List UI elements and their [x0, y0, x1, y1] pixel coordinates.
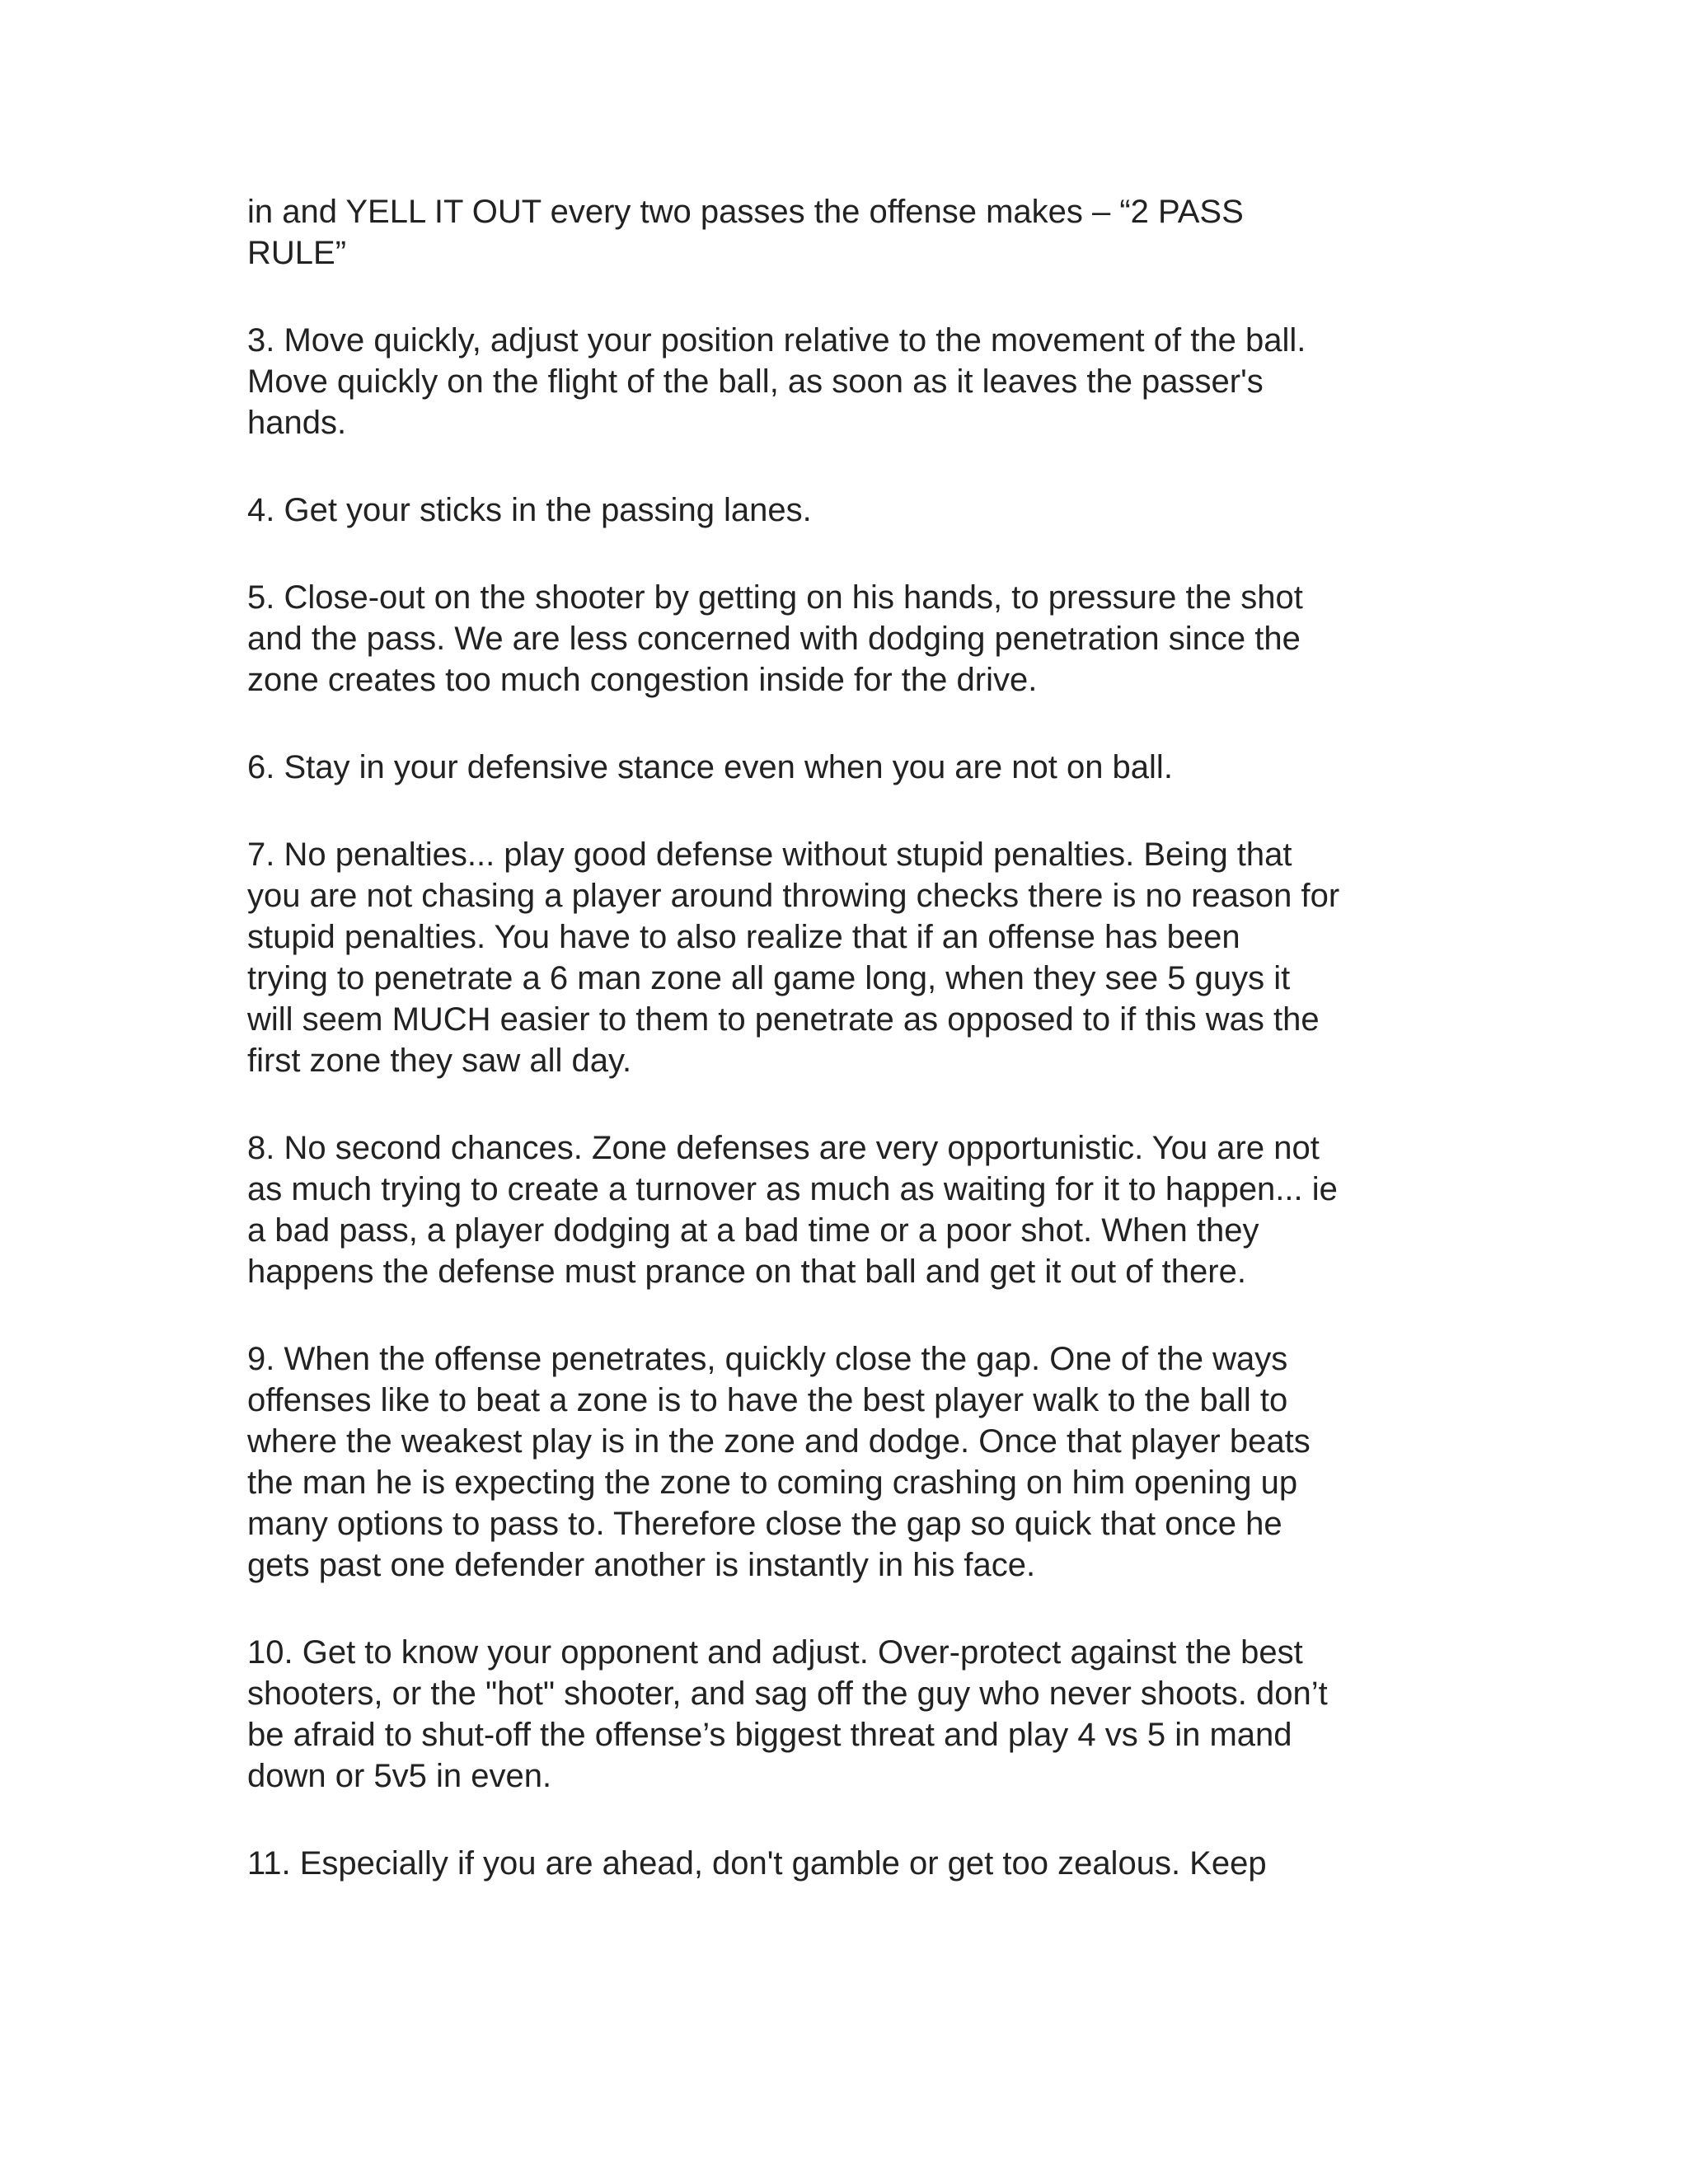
document-body: [247, 191, 1467, 1884]
paragraph-item-7: 7. No penalties... play good defense without stupid penalties. Being that you are not chasing a player around throwing checks there is no reason for stupid penalties. You have to also realize that if an offense has been trying to penetrate a 6 man zone all game long, when they see 5 guys it will seem MUCH easier to them to penetrate as opposed to if this was the first zone they saw all day.: [247, 837, 1340, 1079]
paragraph-item-10: 10. Get to know your opponent and adjust. Over-protect against the best shooters, or the "hot" shooter, and sag off the guy who never shoots. don’t be afraid to shut-off the offense’s biggest threat and play 4 vs 5 in mand down or 5v5 in even.: [247, 1634, 1328, 1794]
paragraph-item-8: 8. No second chances. Zone defenses are very opportunistic. You are not as much trying to create a turnover as much as waiting for it to happen... ie a bad pass, a player dodging at a bad time or a poor shot. When they happens the defense must prance on that ball and get it out of there.: [247, 1130, 1338, 1290]
paragraph-item-3: 3. Move quickly, adjust your position relative to the movement of the ball. Move quickly on the flight of the ball, as soon as it leaves the passer's hands.: [247, 322, 1306, 441]
paragraph-item-11: 11. Especially if you are ahead, don't gamble or get too zealous. Keep: [247, 1845, 1267, 1882]
paragraph-item-5: 5. Close-out on the shooter by getting on his hands, to pressure the shot and the pass. We are less concerned with dodging penetration since the zone creates too much congestion inside for the drive.: [247, 579, 1303, 698]
paragraph-item-9: 9. When the offense penetrates, quickly close the gap. One of the ways offenses like to beat a zone is to have the best player walk to the ball to where the weakest play is in the zone and dodge. Once that player beats the man he is expecting the zone to coming crashing on him opening up many options to pass to. Therefore close the gap so quick that once he gets past one defender another is instantly in his face.: [247, 1341, 1311, 1583]
paragraph-item-4: 4. Get your sticks in the passing lanes.: [247, 492, 812, 528]
paragraph-rule-continuation: in and YELL IT OUT every two passes the offense makes – “2 PASS RULE”: [247, 194, 1244, 271]
paragraph-item-6: 6. Stay in your defensive stance even when you are not on ball.: [247, 749, 1173, 785]
